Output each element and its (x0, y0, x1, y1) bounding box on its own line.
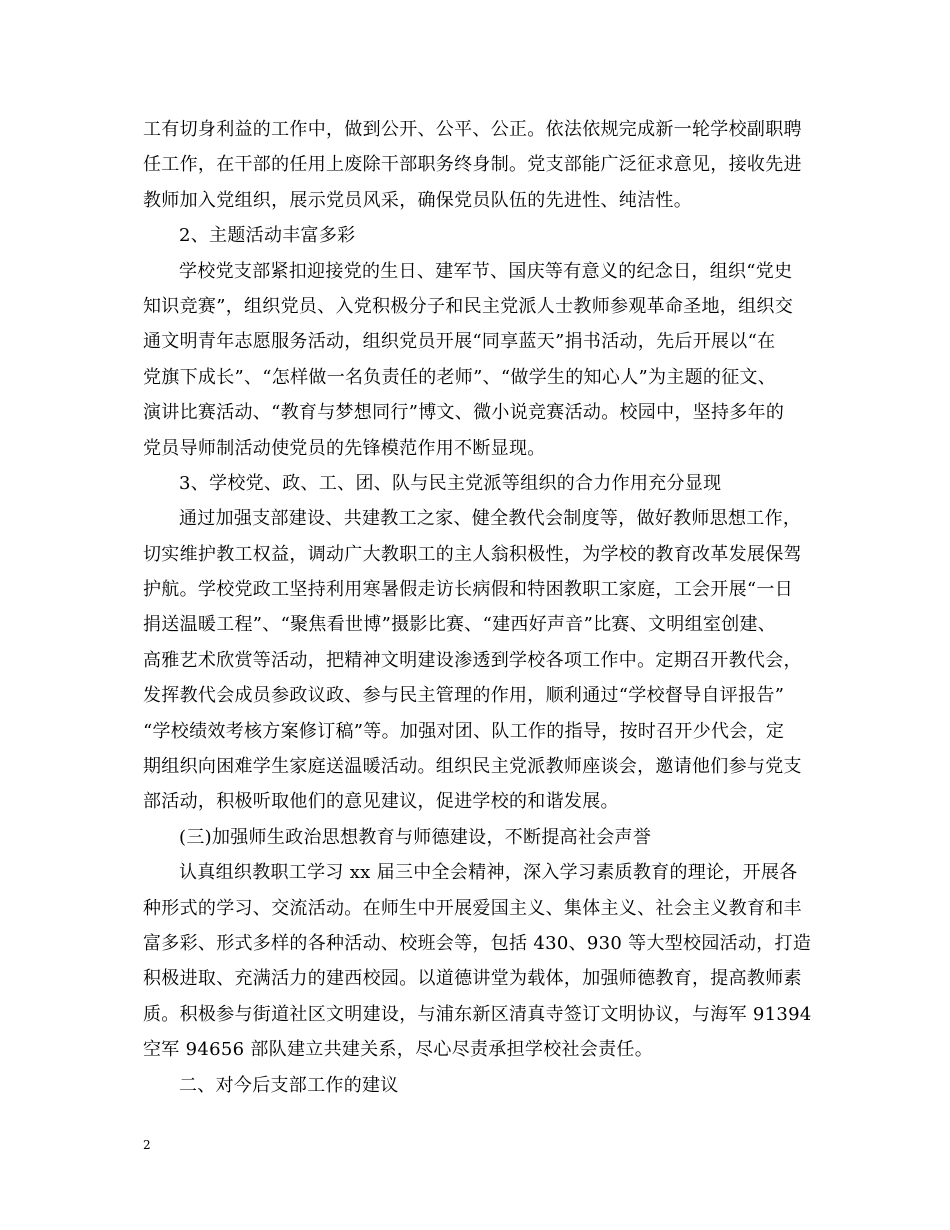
text-line: 期组织向困难学生家庭送温暖活动。组织民主党派教师座谈会，邀请他们参与党支 (143, 756, 802, 778)
text-line: 工有切身利益的工作中，做到公开、公平、公正。依法依规完成新一轮学校副职聘 (143, 119, 802, 140)
text-line: 知识竞赛”，组织党员、入党积极分子和民主党派人士教师参观革命圣地，组织交 (143, 295, 793, 317)
text-line: (三)加强师生政治思想教育与师德建设，不断提高社会声誉 (179, 826, 652, 848)
text-line: 通过加强支部建设、共建教工之家、健全教代会制度等，做好教师思想工作， (179, 508, 802, 530)
text-line: 质。积极参与街道社区文明建设，与浦东新区清真寺签订文明协议，与海军 91394 (143, 1003, 812, 1025)
text-line: 捐送温暖工程”、“聚焦看世博”摄影比赛、“建西好声音”比赛、文明组室创建、 (143, 614, 777, 636)
text-line: 2、主题活动丰富多彩 (179, 225, 356, 247)
text-line: 学校党支部紧扣迎接党的生日、建军节、国庆等有意义的纪念日，组织“党史 (179, 260, 793, 282)
text-line: 认真组织教职工学习 xx 届三中全会精神，深入学习素质教育的理论，开展各 (179, 862, 798, 884)
text-line: 通文明青年志愿服务活动，组织党员开展“同享蓝天”捐书活动，先后开展以“在 (143, 331, 776, 353)
page-number: 2 (143, 1138, 151, 1152)
text-line: 教师加入党组织，展示党员风采，确保党员队伍的先进性、纯洁性。 (143, 189, 692, 211)
text-line: “学校绩效考核方案修订稿”等。加强对团、队工作的指导，按时召开少代会，定 (143, 720, 785, 742)
text-line: 演讲比赛活动、“教育与梦想同行”博文、微小说竞赛活动。校园中，坚持多年的 (143, 402, 785, 424)
text-line: 二、对今后支部工作的建议 (179, 1074, 399, 1096)
text-line: 任工作，在干部的任用上废除干部职务终身制。党支部能广泛征求意见，接收先进 (143, 154, 802, 176)
text-line: 3、学校党、政、工、团、队与民主党派等组织的合力作用充分显现 (179, 472, 722, 494)
document-body (143, 112, 813, 1103)
text-line: 积极进取、充满活力的建西校园。以道德讲堂为载体，加强师德教育，提高教师素 (143, 968, 802, 990)
text-line: 部活动，积极听取他们的意见建议，促进学校的和谐发展。 (143, 791, 619, 813)
text-line: 富多彩、形式多样的各种活动、校班会等，包括 430、930 等大型校园活动，打造 (143, 932, 812, 954)
text-line: 种形式的学习、交流活动。在师生中开展爱国主义、集体主义、社会主义教育和丰 (143, 897, 802, 919)
text-line: 护航。学校党政工坚持利用寒暑假走访长病假和特困教职工家庭，工会开展“一日 (143, 579, 793, 601)
text-line: 发挥教代会成员参政议政、参与民主管理的作用，顺利通过“学校督导自评报告” (143, 685, 785, 707)
text-line: 切实维护教工权益，调动广大教职工的主人翁积极性，为学校的教育改革发展保驾 (143, 543, 802, 565)
text-line: 党旗下成长”、“怎样做一名负责任的老师”、“做学生的知心人”为主题的征文、 (143, 366, 777, 388)
text-line: 党员导师制活动使党员的先锋模范作用不断显现。 (143, 437, 546, 459)
text-line: 空军 94656 部队建立共建关系，尽心尽责承担学校社会责任。 (143, 1039, 654, 1061)
text-line: 高雅艺术欣赏等活动，把精神文明建设渗透到学校各项工作中。定期召开教代会， (143, 649, 802, 671)
